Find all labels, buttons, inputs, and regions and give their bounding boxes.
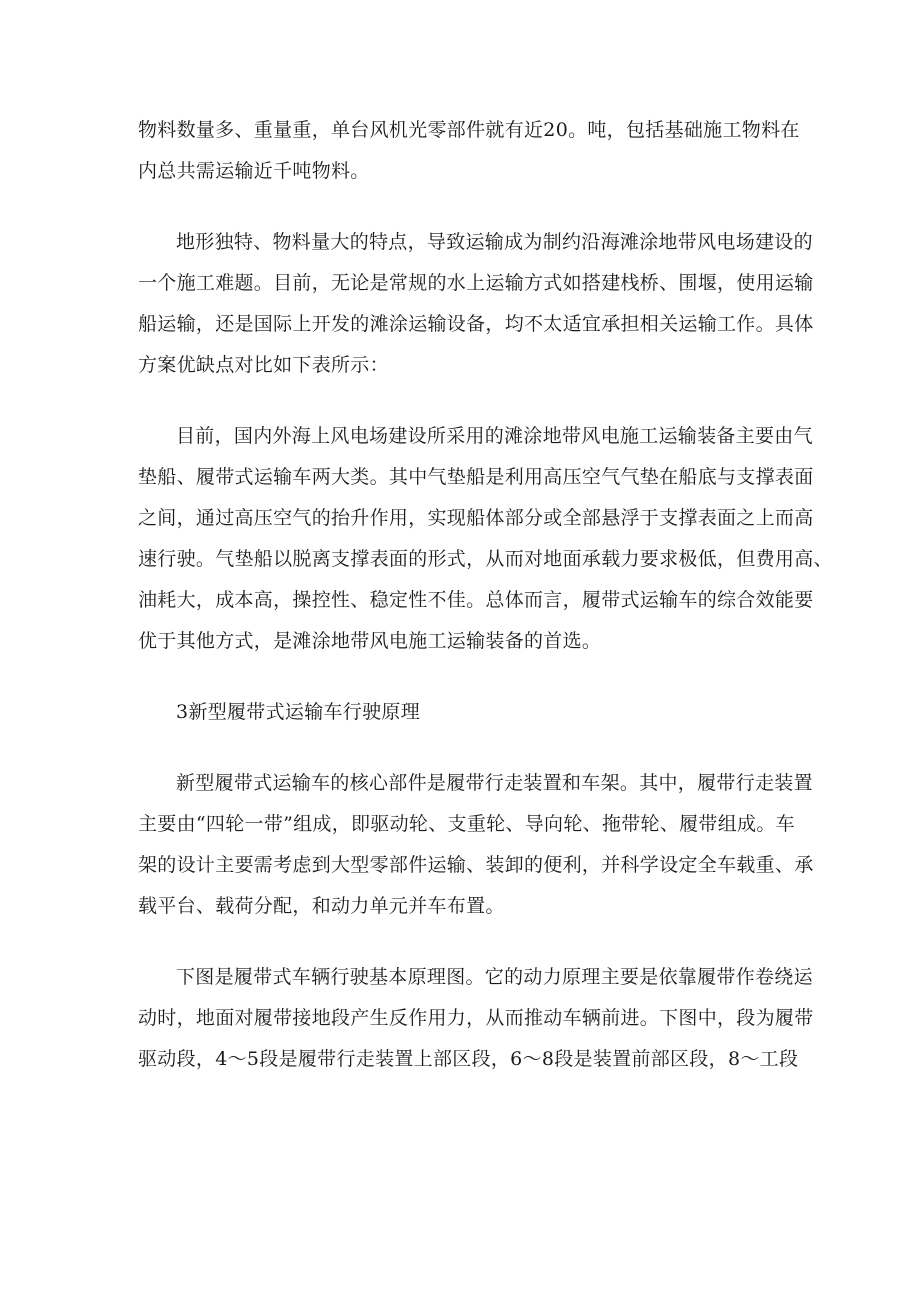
text-line: 动时，地面对履带接地段产生反作用力，从而推动车辆前进。下图中，段为履带: [138, 1007, 814, 1029]
text-line: 载平台、载荷分配，和动力单元并车布置。: [138, 895, 505, 917]
text-line: 油耗大，成本高，操控性、稳定性不佳。总体而言，履带式运输车的综合效能要: [138, 589, 814, 611]
text-line: 新型履带式运输车的核心部件是履带行走装置和车架。其中，履带行走装置: [176, 772, 813, 794]
document-page: [138, 110, 833, 1110]
paragraph-core-components: [138, 763, 814, 927]
text-line: 垫船、履带式运输车两大类。其中气垫船是利用高压空气气垫在船底与支撑表面: [138, 466, 814, 488]
text-line: 地形独特、物料量大的特点，导致运输成为制约沿海滩涂地带风电场建设的: [176, 231, 813, 253]
section-heading: 3新型履带式运输车行驶原理: [176, 701, 420, 723]
text-line: 内总共需运输近千吨物料。: [138, 160, 370, 182]
text-line: 驱动段，4～5段是履带行走装置上部区段，6～8段是装置前部区段，8～工段: [138, 1048, 799, 1070]
text-line: 船运输，还是国际上开发的滩涂运输设备，均不太适宜承担相关运输工作。具体: [138, 313, 814, 335]
text-line: 方案优缺点对比如下表所示：: [138, 354, 389, 376]
text-line: 优于其他方式，是滩涂地带风电施工运输装备的首选。: [138, 630, 602, 652]
text-line: 物料数量多、重量重，单台风机光零部件就有近20。吨，包括基础施工物料在: [138, 119, 800, 141]
text-line: 主要由“四轮一带”组成，即驱动轮、支重轮、导向轮、拖带轮、履带组成。车: [138, 813, 795, 835]
paragraph-material-quantity: [138, 110, 800, 192]
text-line: 一个施工难题。目前，无论是常规的水上运输方式如搭建栈桥、围堰，使用运输: [138, 272, 814, 294]
text-line: 目前，国内外海上风电场建设所采用的滩涂地带风电施工运输装备主要由气: [176, 425, 813, 447]
paragraph-hovercraft-vs-crawler: [138, 416, 833, 662]
text-line: 架的设计主要需考虑到大型零部件运输、装卸的便利，并科学设定全车载重、承: [138, 854, 814, 876]
paragraph-driving-principle: [138, 957, 814, 1080]
paragraph-transport-difficulty: [138, 222, 814, 386]
text-line: 下图是履带式车辆行驶基本原理图。它的动力原理主要是依靠履带作卷绕运: [176, 966, 813, 988]
text-line: 速行驶。气垫船以脱离支撑表面的形式，从而对地面承载力要求极低，但费用高、: [138, 548, 833, 570]
text-line: 之间，通过高压空气的抬升作用，实现船体部分或全部悬浮于支撑表面之上而高: [138, 507, 814, 529]
